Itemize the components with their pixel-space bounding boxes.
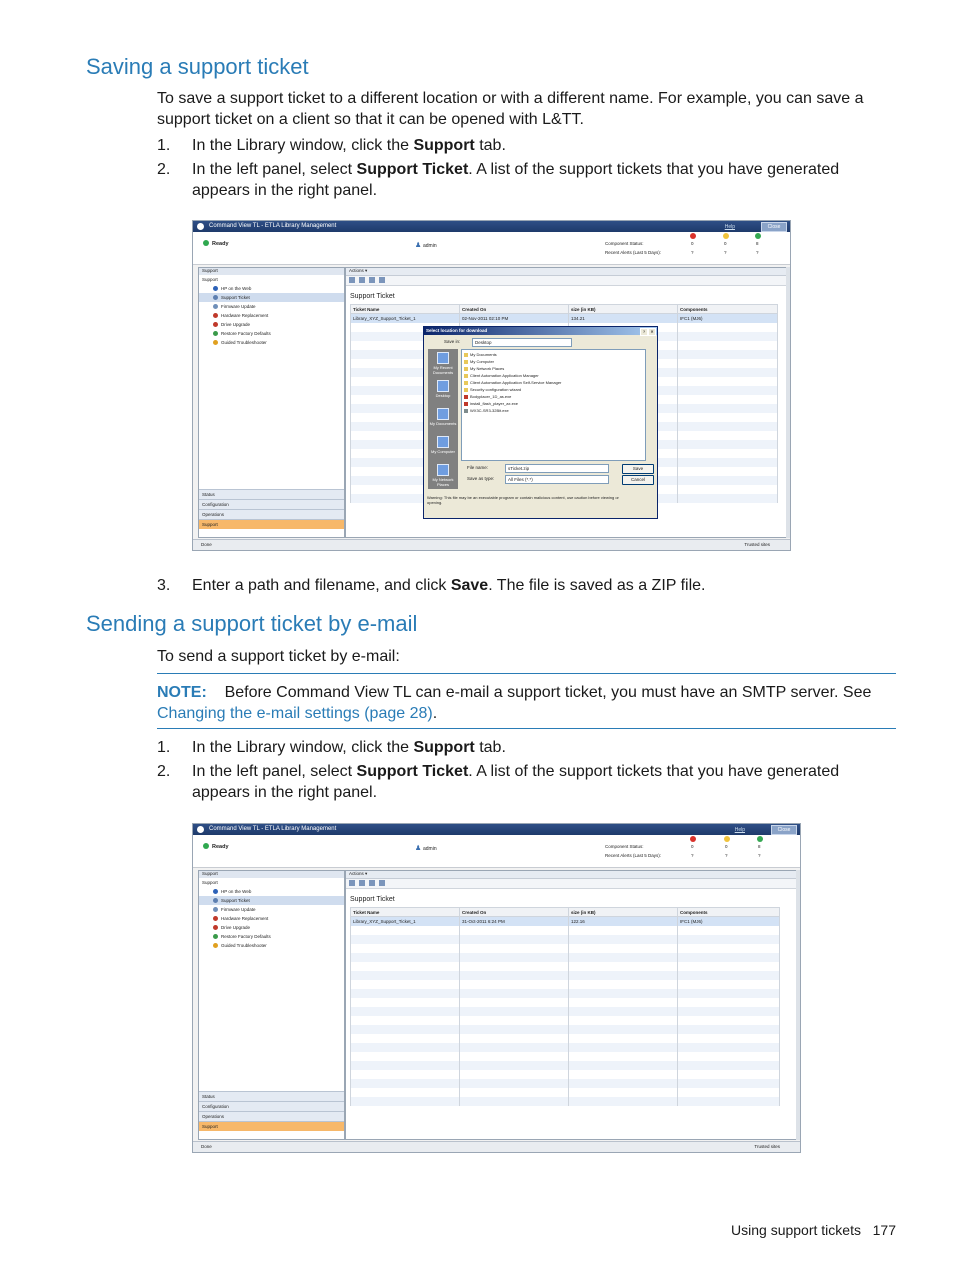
question-icon <box>213 340 218 345</box>
done-status: Done <box>201 1144 212 1149</box>
left-panel <box>198 267 345 538</box>
help-link[interactable]: Help <box>734 827 745 833</box>
refresh-icon[interactable] <box>349 277 355 283</box>
tree-item-hp-web[interactable]: HP on the Web <box>199 284 344 293</box>
note-text: Before Command View TL can e-mail a support ticket, you must have an SMTP server. See <box>224 684 872 701</box>
ticket-icon <box>213 295 218 300</box>
alert-value: ? <box>756 250 759 255</box>
browser-status-bar <box>193 1141 800 1152</box>
list-item[interactable]: Security configuration wizard <box>464 387 521 393</box>
list-item[interactable]: My Computer <box>464 359 494 365</box>
save-icon[interactable] <box>359 277 365 283</box>
ticket-table <box>350 907 780 1106</box>
note-top-rule <box>157 673 896 674</box>
drive-icon <box>213 925 218 930</box>
question-icon <box>213 943 218 948</box>
ok-icon <box>757 836 763 842</box>
note-bottom-rule <box>157 728 896 729</box>
zone-status: Trusted sites <box>744 542 770 547</box>
section-heading-sending: Sending a support ticket by e-mail <box>86 611 418 636</box>
error-icon <box>690 836 696 842</box>
ok-icon <box>755 233 761 239</box>
scrollbar[interactable] <box>786 267 790 538</box>
column-header[interactable]: Created On <box>460 305 569 314</box>
column-header[interactable]: Created On <box>460 908 569 917</box>
actions-menu[interactable]: Actions ▾ <box>346 871 796 879</box>
tree-item-restore[interactable]: Restore Factory Defaults <box>199 329 344 338</box>
info-icon <box>213 889 218 894</box>
user-icon: ♟ <box>415 242 422 249</box>
tree-item-drive[interactable]: Drive Upgrade <box>199 320 344 329</box>
step-number: 1. <box>157 137 171 154</box>
tree-item-support[interactable]: Support <box>202 880 218 885</box>
zone-status: Trusted sites <box>754 1144 780 1149</box>
status-bar <box>193 232 790 265</box>
file-list <box>461 349 646 461</box>
step-number: 3. <box>157 577 171 594</box>
nav-configuration[interactable]: Configuration <box>199 1101 344 1111</box>
intro-paragraph: To send a support ticket by e-mail: <box>157 648 400 665</box>
ticket-icon <box>213 898 218 903</box>
help-link[interactable]: Help <box>724 224 735 230</box>
file-name-input[interactable]: sTicket.zip <box>505 464 609 473</box>
tree-item-support[interactable]: Support <box>202 277 218 282</box>
info-icon <box>213 286 218 291</box>
status-value: 8 <box>758 844 761 849</box>
firmware-icon <box>213 304 218 309</box>
tree-item-firmware[interactable]: Firmware Update <box>199 302 344 311</box>
save-icon[interactable] <box>359 880 365 886</box>
save-button[interactable]: Save <box>622 464 654 474</box>
window-title: Command View TL - ETLA Library Management <box>209 826 337 832</box>
drive-icon <box>213 322 218 327</box>
file-name-label: File name: <box>467 465 489 470</box>
step-number: 2. <box>157 161 171 178</box>
table-row[interactable]: Library_XYZ_Support_Ticket_1 02-Nov-2011 02:10 PM 134.21 IFC1 (MJ6) <box>351 314 778 324</box>
delete-icon[interactable] <box>379 277 385 283</box>
toolbar <box>346 879 796 889</box>
places-bar <box>428 349 458 489</box>
close-button[interactable]: Close <box>761 222 787 232</box>
status-value: 0 <box>725 844 728 849</box>
status-value: 8 <box>756 241 759 246</box>
alert-value: ? <box>758 853 761 858</box>
tree-item-troubleshooter[interactable]: Guided Troubleshooter <box>199 338 344 347</box>
hardware-icon <box>213 916 218 921</box>
user-name: admin <box>423 846 437 852</box>
email-icon[interactable] <box>369 880 375 886</box>
list-item[interactable]: WX3C-SR3-32Bit.exe <box>464 408 509 414</box>
column-header[interactable]: Ticket Name <box>351 908 460 917</box>
step-text: In the Library window, click the Support tab. <box>192 739 506 756</box>
left-panel-header: Support <box>199 268 344 275</box>
restore-icon <box>213 331 218 336</box>
nav-configuration[interactable]: Configuration <box>199 499 344 509</box>
done-status: Done <box>201 542 212 547</box>
tree-item-drive[interactable]: Drive Upgrade <box>199 923 344 932</box>
list-item[interactable]: Client Automation Application Manager <box>464 373 539 379</box>
nav-operations[interactable]: Operations <box>199 1111 344 1121</box>
right-panel <box>345 267 787 538</box>
email-settings-link[interactable]: Changing the e-mail settings (page 28) <box>157 705 433 722</box>
user-name: admin <box>423 243 437 249</box>
browser-status-bar <box>193 539 790 550</box>
intro-paragraph: To save a support ticket to a different location or with a different name. For example, you can save a support ticket on a client so that it can be opened with L&TT. <box>157 90 864 128</box>
page-number: 177 <box>872 1222 896 1238</box>
delete-icon[interactable] <box>379 880 385 886</box>
footer-section-title: Using support tickets <box>731 1222 861 1238</box>
hp-logo-icon <box>197 223 204 230</box>
list-item[interactable]: install_flash_player_ax.exe <box>464 401 518 407</box>
hardware-icon <box>213 313 218 318</box>
step-number: 1. <box>157 739 171 756</box>
tree-item-hardware[interactable]: Hardware Replacement <box>199 311 344 320</box>
error-icon <box>690 233 696 239</box>
step-number: 2. <box>157 763 171 780</box>
window-title: Command View TL - ETLA Library Management <box>209 223 337 229</box>
tree-item-firmware[interactable]: Firmware Update <box>199 905 344 914</box>
ready-icon <box>203 843 209 849</box>
list-item[interactable]: Client Automation Application Self-Service Manager <box>464 380 561 386</box>
firmware-icon <box>213 907 218 912</box>
step-text: In the Library window, click the Support tab. <box>192 137 506 154</box>
left-panel <box>198 870 345 1140</box>
step-text: In the left panel, select Support Ticket. A list of the support tickets that you have generated appears in the right panel. <box>192 161 840 199</box>
tree-item-hp-web[interactable]: HP on the Web <box>199 887 344 896</box>
recent-alerts-label: Recent Alerts (Last 5 Days): <box>605 853 662 858</box>
place-computer[interactable]: My Computer <box>428 433 458 461</box>
column-header[interactable]: size (in KB) <box>569 908 678 917</box>
component-status-label: Component Status: <box>605 241 644 246</box>
section-heading-saving: Saving a support ticket <box>86 54 309 79</box>
status-bar <box>193 835 800 868</box>
place-recent[interactable]: My Recent Documents <box>428 349 458 377</box>
step-text: In the left panel, select Support Ticket. A list of the support tickets that you have generated appears in the right panel. <box>192 763 840 801</box>
library-window-screenshot <box>192 823 801 1153</box>
window-titlebar <box>193 221 790 232</box>
scrollbar[interactable] <box>796 870 800 1140</box>
warning-icon <box>724 836 730 842</box>
close-icon[interactable]: ✕ <box>648 328 656 336</box>
list-item[interactable]: Bodyplacer_1D_as.exe <box>464 394 511 400</box>
note-label: NOTE: <box>157 684 207 701</box>
ready-status: Ready <box>212 241 229 247</box>
panel-title: Support Ticket <box>350 293 395 300</box>
column-header[interactable]: Components <box>678 305 778 314</box>
list-item[interactable]: My Network Places <box>464 366 504 372</box>
refresh-icon[interactable] <box>349 880 355 886</box>
library-window-screenshot <box>192 220 791 551</box>
place-documents[interactable]: My Documents <box>428 405 458 433</box>
user-icon: ♟ <box>415 845 422 852</box>
actions-menu[interactable]: Actions ▾ <box>346 268 786 276</box>
status-value: 0 <box>724 241 727 246</box>
alert-value: ? <box>724 250 727 255</box>
status-value: 0 <box>691 241 694 246</box>
tree-item-hardware[interactable]: Hardware Replacement <box>199 914 344 923</box>
save-type-select[interactable]: All Files (*.*) <box>505 475 609 484</box>
page-footer <box>600 1222 896 1238</box>
save-dialog <box>423 326 658 519</box>
place-network[interactable]: My Network Places <box>428 461 458 489</box>
column-header[interactable]: size (in KB) <box>569 305 678 314</box>
tree-item-restore[interactable]: Restore Factory Defaults <box>199 932 344 941</box>
alert-value: ? <box>725 853 728 858</box>
panel-title: Support Ticket <box>350 896 395 903</box>
left-panel-header: Support <box>199 871 344 878</box>
step-text: Enter a path and filename, and click Save. The file is saved as a ZIP file. <box>192 577 706 594</box>
close-button[interactable]: Close <box>771 825 797 835</box>
place-desktop[interactable]: Desktop <box>428 377 458 405</box>
save-in-label: Save in: <box>444 339 461 344</box>
save-in-select[interactable]: Desktop <box>472 338 572 347</box>
recent-alerts-label: Recent Alerts (Last 5 Days): <box>605 250 662 255</box>
nav-operations[interactable]: Operations <box>199 509 344 519</box>
toolbar <box>346 276 786 286</box>
hp-logo-icon <box>197 826 204 833</box>
list-item[interactable]: My Documents <box>464 352 497 358</box>
tree-item-troubleshooter[interactable]: Guided Troubleshooter <box>199 941 344 950</box>
ready-icon <box>203 240 209 246</box>
email-icon[interactable] <box>369 277 375 283</box>
warning-icon <box>723 233 729 239</box>
save-type-label: Save as type: <box>467 476 495 481</box>
tree-item-support-ticket[interactable]: Support Ticket <box>199 293 344 302</box>
nav-support[interactable]: Support <box>199 1121 344 1131</box>
tree-item-support-ticket[interactable]: Support Ticket <box>199 896 344 905</box>
component-status-label: Component Status: <box>605 844 644 849</box>
ready-status: Ready <box>212 844 229 850</box>
alert-value: ? <box>691 853 694 858</box>
column-header[interactable]: Ticket Name <box>351 305 460 314</box>
column-header[interactable]: Components <box>678 908 780 917</box>
dialog-title: Select location for download <box>424 327 657 335</box>
dialog-warning: Warning: This file may be an executable program or contain malicious content, use caution before viewing or opening. <box>427 495 619 505</box>
alert-value: ? <box>691 250 694 255</box>
nav-support[interactable]: Support <box>199 519 344 529</box>
table-row[interactable]: Library_XYZ_Support_Ticket_1 31-Oct-2011 6:24 PM 122.16 IFC1 (MJ6) <box>351 917 780 927</box>
cancel-button[interactable]: Cancel <box>622 475 654 485</box>
nav-status[interactable]: Status <box>199 1091 344 1101</box>
restore-icon <box>213 934 218 939</box>
nav-status[interactable]: Status <box>199 489 344 499</box>
status-value: 0 <box>691 844 694 849</box>
help-icon[interactable]: ? <box>640 328 648 336</box>
right-panel <box>345 870 797 1140</box>
note-box: NOTE: Before Command View TL can e-mail a support ticket, you must have an SMTP server. See Changing the e-mail settings (page 28). <box>157 684 872 722</box>
window-titlebar <box>193 824 800 835</box>
